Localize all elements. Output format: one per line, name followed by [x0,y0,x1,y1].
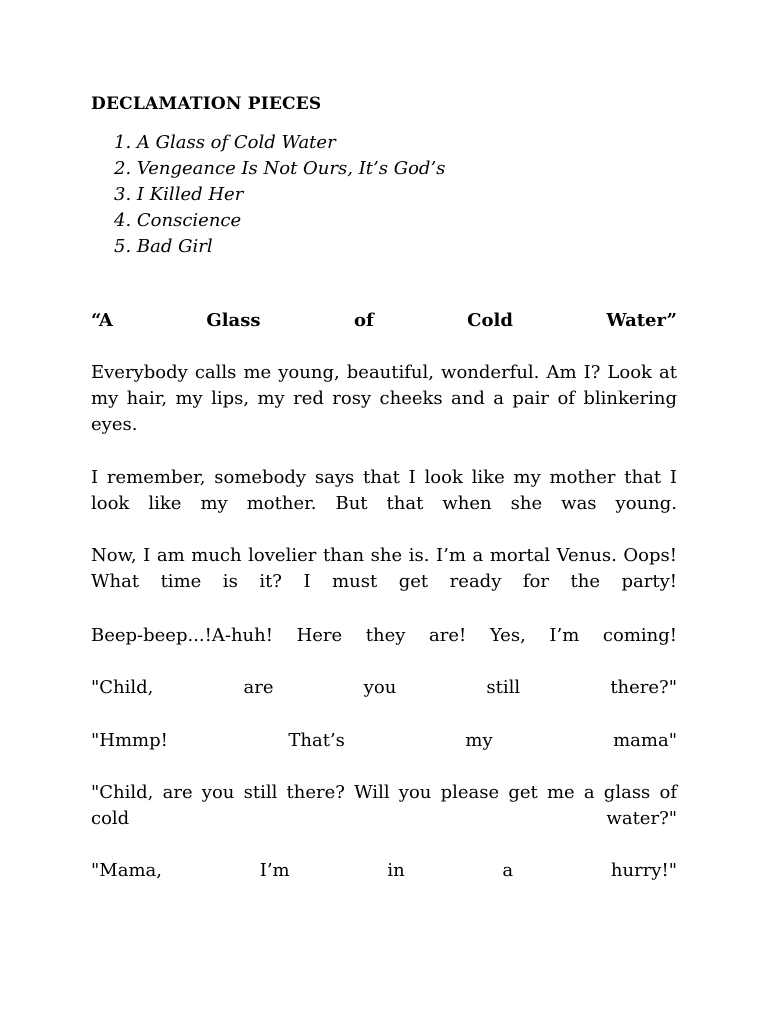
piece-item: 5. Bad Girl [114,236,213,257]
piece-item: 1. A Glass of Cold Water [114,132,336,153]
paragraph: Everybody calls me young, beautiful, wonderful. Am I? Look at my hair, my lips, my red rosy cheeks and a pair of blinkering eyes. [91,362,677,435]
paragraph: "Child, are you still there?" [91,677,677,698]
paragraph: "Hmmp! That’s my mama" [91,730,677,751]
piece-item: 3. I Killed Her [114,184,244,205]
piece-item: 2. Vengeance Is Not Ours, It’s God’s [114,158,446,179]
piece-item: 4. Conscience [114,210,242,231]
document-heading: DECLAMATION PIECES [91,94,322,114]
paragraph: "Mama, I’m in a hurry!" [91,860,677,881]
paragraph: Now, I am much lovelier than she is. I’m a mortal Venus. Oops! What time is it? I must get ready for the party! [91,545,677,592]
pieces-list [114,130,445,260]
piece-title: “A Glass of Cold Water” [91,310,677,331]
paragraph: Beep-beep...!A-huh! Here they are! Yes, I’m coming! [91,625,677,646]
paragraph: I remember, somebody says that I look like my mother that I look like my mother. But that when she was young. [91,467,677,514]
paragraph: "Child, are you still there? Will you please get me a glass of cold water?" [91,782,677,829]
